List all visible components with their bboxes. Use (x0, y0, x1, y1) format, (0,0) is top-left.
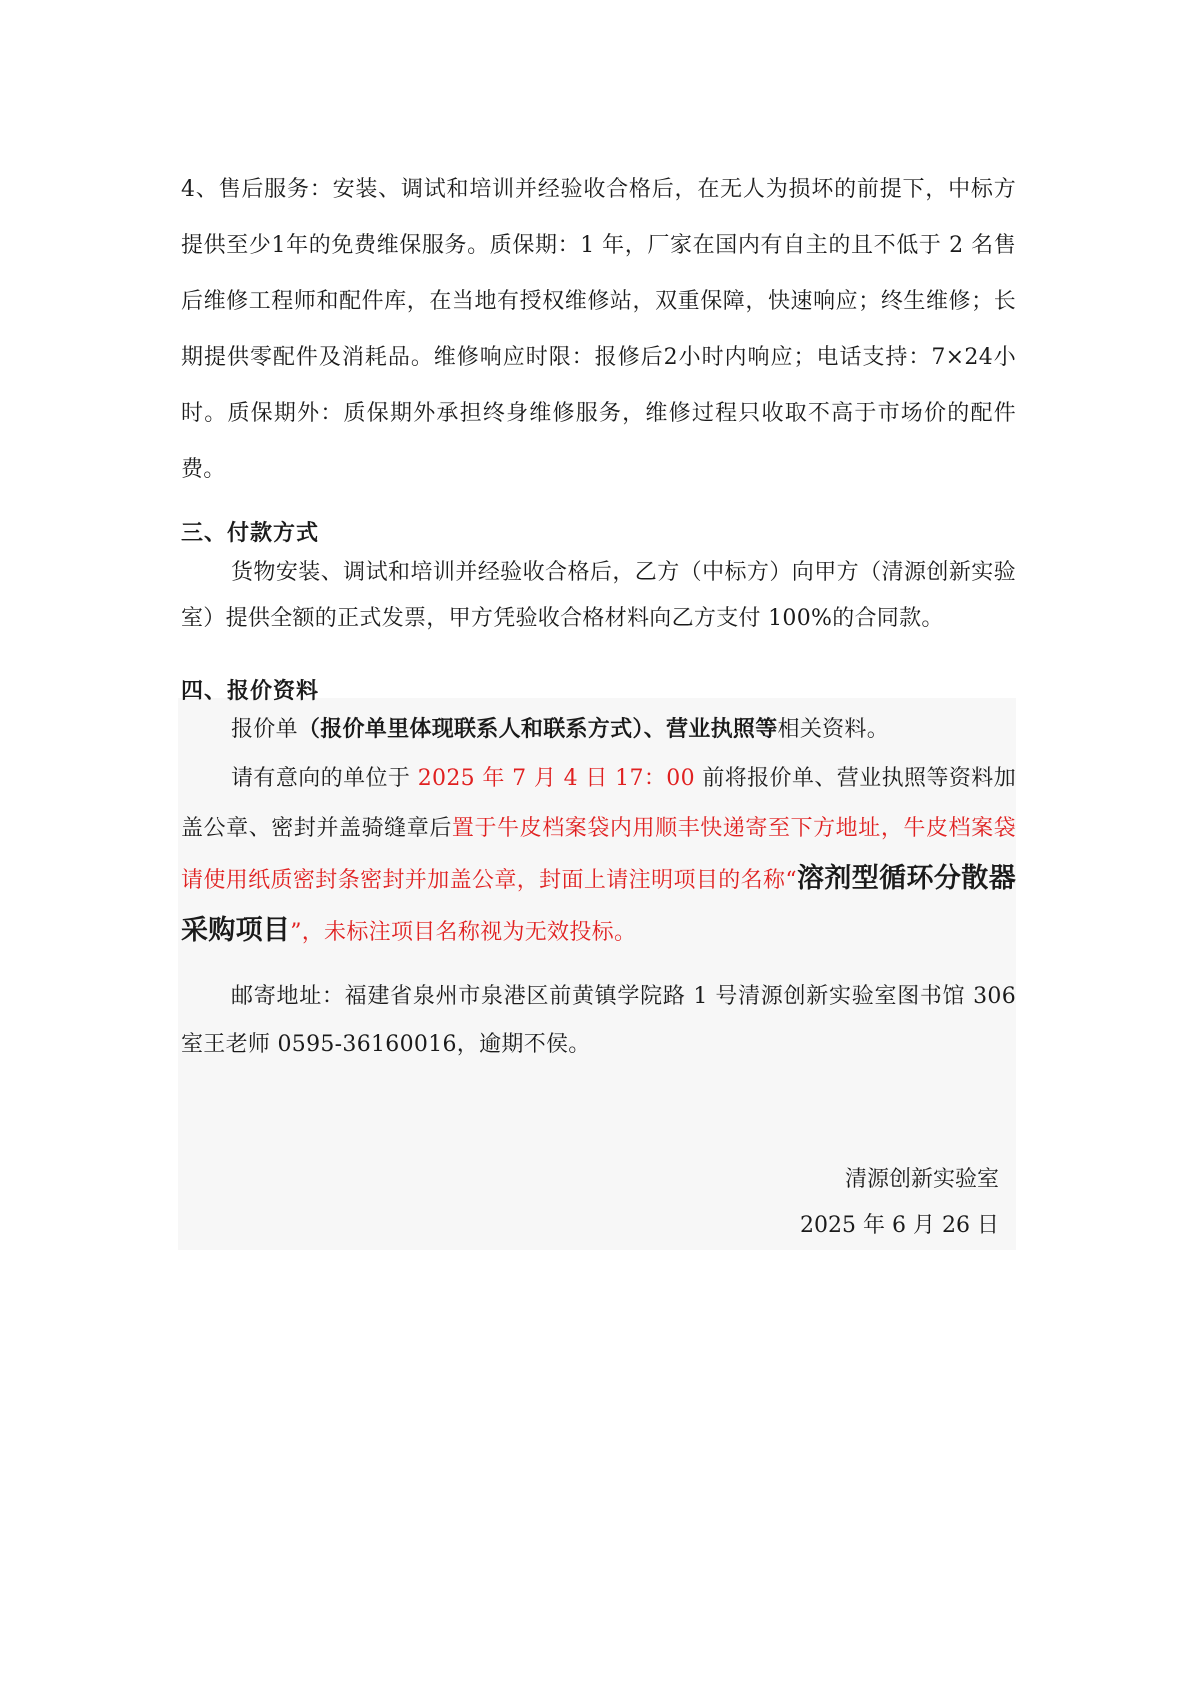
deadline-pre-text: 请有意向的单位于 (231, 766, 418, 791)
deadline-red-tail: ”，未标注项目名称视为无效投标。 (290, 920, 637, 945)
project-name: 溶剂型循环分散器采购项目 (181, 863, 1016, 946)
quote-post-text: 相关资料。 (777, 717, 890, 742)
quote-materials-paragraph (181, 706, 1016, 753)
deadline-red-text: 置于牛皮档案袋内用顺丰快递寄至下方地址，牛皮档案袋请使用纸质密封条密封并加盖公章，封面上请注明项目的名称“ (181, 816, 1016, 893)
payment-heading: 三、付款方式 (181, 520, 320, 546)
mailing-address-paragraph: 邮寄地址：福建省泉州市泉港区前黄镇学院路 1 号清源创新实验室图书馆 306 室王老师 0595-36160016，逾期不侯。 (181, 984, 1016, 1057)
deadline-date: 2025 年 7 月 4 日 17：00 (417, 766, 695, 791)
quote-pre-text: 报价单 (231, 717, 298, 742)
deadline-paragraph (181, 754, 1016, 958)
signature-organization: 清源创新实验室 (844, 1167, 999, 1192)
quote-materials-heading: 四、报价资料 (181, 678, 320, 704)
after-sales-service-paragraph: 4、售后服务：安装、调试和培训并经验收合格后，在无人为损坏的前提下，中标方提供至少1年的免费维保服务。质保期：1 年，厂家在国内有自主的且不低于 2 名售后维修工程师和配件库，在当地有授权维修站，双重保障，快速响应；终生维修；长期提供零配件及消耗品。维修响应时限：报修后2小时内响应；电话支持：7×24小时。质保期外：质保期外承担终身维修服务，维修过程只收取不高于市场价的配件费。 (181, 177, 1016, 482)
signature-date: 2025 年 6 月 26 日 (800, 1213, 999, 1238)
deadline-mid-text: 前将报价单、营业执照等资料加盖公章、密封并盖骑缝章后 (181, 766, 1016, 841)
payment-paragraph: 货物安装、调试和培训并经验收合格后，乙方（中标方）向甲方（清源创新实验室）提供全额的正式发票，甲方凭验收合格材料向乙方支付 100%的合同款。 (181, 560, 1016, 631)
quote-bold-text: （报价单里体现联系人和联系方式）、营业执照等 (297, 716, 778, 742)
